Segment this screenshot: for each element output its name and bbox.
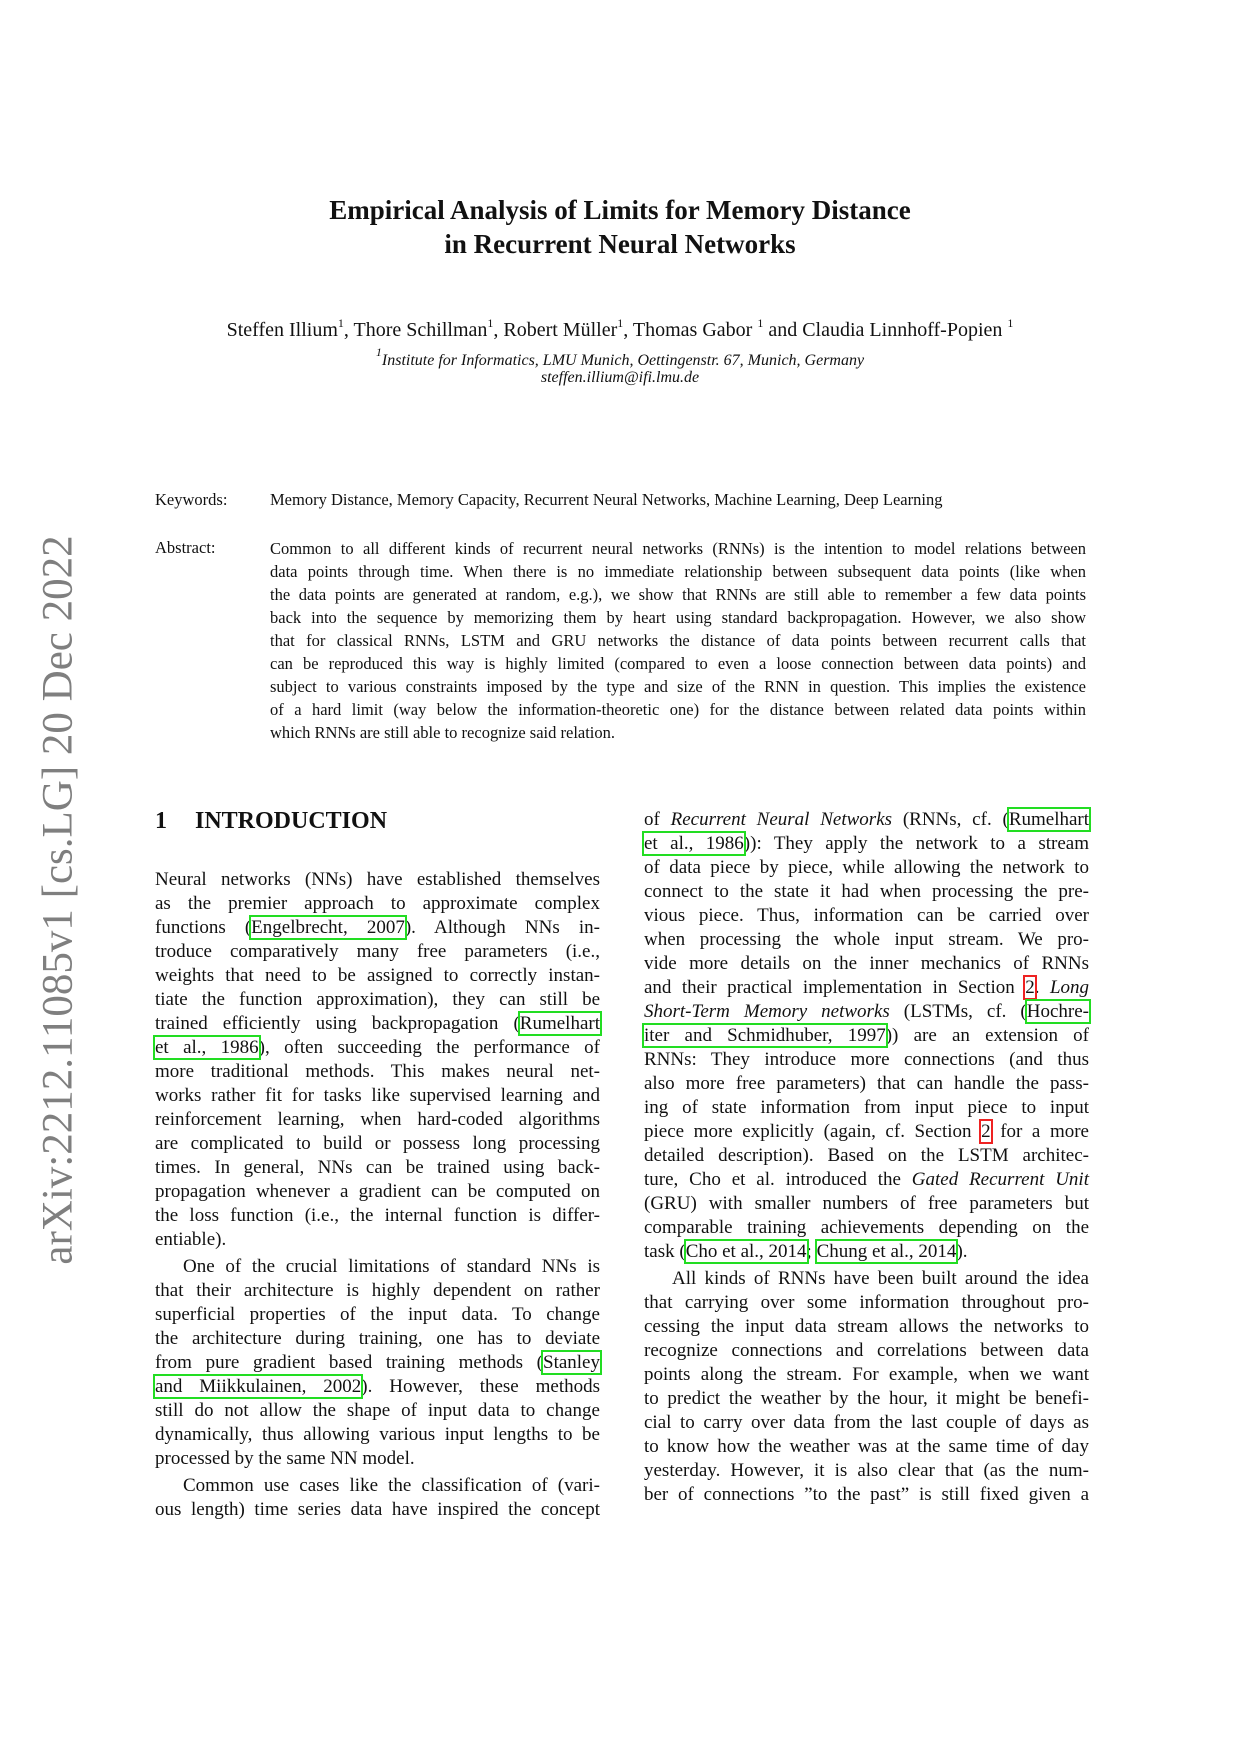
text-segment: ). Although NNs in-	[404, 917, 600, 938]
text-segment: to know how the weather was at the same time of day	[644, 1436, 1089, 1457]
body-text-line	[644, 1387, 1089, 1411]
text-segment: entiable).	[155, 1229, 227, 1250]
body-text-line	[155, 1255, 600, 1279]
text-segment: the architecture during training, one has to deviate	[155, 1328, 600, 1349]
body-text-line	[155, 1204, 600, 1228]
text-segment: weights that need to be assigned to correctly instan-	[155, 965, 600, 986]
text-segment: ).	[956, 1241, 968, 1262]
body-text-line	[644, 1459, 1089, 1483]
body-text-line	[155, 1108, 600, 1132]
author-name: Thore Schillman	[353, 319, 488, 341]
text-segment: that their architecture is highly dependent on rather	[155, 1280, 600, 1301]
author-name: Robert Müller	[503, 319, 618, 341]
author-separator: ,	[343, 319, 354, 341]
body-text-line	[155, 1156, 600, 1180]
text-segment: times. In general, NNs can be trained using back-	[155, 1157, 600, 1178]
emphasized-term: Long	[1049, 977, 1090, 998]
text-segment: Neural networks (NNs) have established themselves	[155, 869, 600, 890]
paper-title-line-2: in Recurrent Neural Networks	[444, 229, 796, 259]
body-text-line	[644, 952, 1089, 976]
text-segment: )): They apply the network to a stream	[743, 833, 1089, 854]
text-segment: works rather fit for tasks like supervised learning and	[155, 1085, 600, 1106]
body-text-line	[644, 1291, 1089, 1315]
text-segment: trained efficiently using backpropagation (	[155, 1013, 520, 1034]
text-segment: processed by the same NN model.	[155, 1448, 415, 1469]
body-text-line	[644, 904, 1089, 928]
author-separator: and	[763, 319, 803, 341]
body-text-line	[644, 1435, 1089, 1459]
abstract-line: that for classical RNNs, LSTM and GRU networks the distance of data points between recurrent calls that	[270, 631, 1086, 650]
section-title: INTRODUCTION	[195, 808, 388, 834]
text-segment: ), often succeeding the performance of	[258, 1037, 600, 1058]
author-affiliation-mark: 1	[487, 316, 494, 330]
body-text-line	[644, 1267, 1089, 1291]
text-segment: dynamically, thus allowing various input lengths to be	[155, 1424, 600, 1445]
text-segment: comparable training achievements depending on the	[644, 1217, 1089, 1238]
paper-title-line-1: Empirical Analysis of Limits for Memory Distance	[329, 195, 911, 225]
citation-link[interactable]: et al., 1986	[155, 1037, 259, 1058]
author-name: Steffen Illium	[226, 319, 338, 341]
contact-email: steffen.illium@ifi.lmu.de	[540, 369, 700, 386]
text-segment: cial to carry over data from the last couple of days as	[644, 1412, 1089, 1433]
body-text-line	[644, 976, 1089, 1000]
author-affiliation-mark: 1	[617, 316, 624, 330]
text-segment: also more free parameters) that can handle the pass-	[644, 1073, 1089, 1094]
body-text-line	[644, 1120, 1089, 1144]
text-segment: recognize connections and correlations between data	[644, 1340, 1089, 1361]
body-text-line	[644, 832, 1089, 856]
author-separator: ,	[623, 319, 633, 341]
text-segment: troduce comparatively many free parameters (i.e.,	[155, 941, 600, 962]
keywords-label: Keywords:	[155, 490, 228, 509]
body-text-line	[155, 1084, 600, 1108]
citation-link[interactable]: Stanley	[543, 1352, 600, 1373]
body-text-line	[155, 1327, 600, 1351]
abstract-line: of a hard limit (way below the information-theoretic one) for the distance between related data points within	[270, 700, 1086, 719]
abstract-line: the data points are generated at random, e.g.), we show that RNNs are still able to remember a few data points	[270, 585, 1086, 604]
body-text-line	[155, 1132, 600, 1156]
body-text-line	[644, 1216, 1089, 1240]
body-text-line	[644, 1048, 1089, 1072]
abstract-line: data points through time. When there is no immediate relationship between subsequent data points (like when	[270, 562, 1086, 581]
text-segment: (GRU) with smaller numbers of free parameters but	[644, 1193, 1089, 1214]
body-text-line	[644, 1144, 1089, 1168]
body-text-line	[155, 1012, 600, 1036]
body-text-line	[644, 1096, 1089, 1120]
text-segment: cessing the input data stream allows the networks to	[644, 1316, 1089, 1337]
text-segment: ;	[806, 1241, 817, 1262]
text-segment: are complicated to build or possess long processing	[155, 1133, 600, 1154]
body-text-line	[644, 1411, 1089, 1435]
affiliation-mark: 1	[375, 345, 382, 359]
text-segment: yesterday. However, it is also clear that (as the num-	[644, 1460, 1089, 1481]
arxiv-stamp-text: arXiv:2212.11085v1 [cs.LG] 20 Dec 2022	[34, 535, 82, 1265]
citation-link[interactable]: et al., 1986	[644, 833, 744, 854]
text-segment: RNNs: They introduce more connections (and thus	[644, 1049, 1089, 1070]
text-segment: points along the stream. For example, when we want	[644, 1364, 1089, 1385]
section-number: 1	[155, 808, 167, 834]
text-segment: still do not allow the shape of input data to change	[155, 1400, 600, 1421]
body-text-line	[644, 1024, 1089, 1048]
section-heading-introduction	[155, 808, 387, 835]
emphasized-term: Recurrent Neural Networks	[670, 809, 893, 830]
text-segment: ). However, these methods	[361, 1376, 600, 1397]
affiliation	[0, 345, 1240, 370]
section-reference-link[interactable]: 2	[1025, 977, 1035, 998]
emphasized-term: Gated Recurrent Unit	[911, 1169, 1089, 1190]
citation-link[interactable]: Hochre-	[1026, 1001, 1089, 1022]
text-segment: from pure gradient based training methods (	[155, 1352, 543, 1373]
abstract-line: back into the sequence by memorizing them by heart using standard backpropagation. However, we also show	[270, 608, 1086, 627]
citation-link[interactable]: Cho et al., 2014	[685, 1241, 807, 1262]
text-segment: the loss function (i.e., the internal function is differ-	[155, 1205, 600, 1226]
body-text-line	[155, 1399, 600, 1423]
abstract-line: can be reproduced this way is highly limited (compared to even a loose connection between data points) and	[270, 654, 1086, 673]
text-segment: piece more explicitly (again, cf. Section	[644, 1121, 982, 1142]
keywords-text: Memory Distance, Memory Capacity, Recurrent Neural Networks, Machine Learning, Deep Learning	[270, 490, 943, 509]
text-segment: detailed description). Based on the LSTM architec-	[644, 1145, 1089, 1166]
author-affiliation-mark: 1	[337, 316, 344, 330]
author-separator: ,	[493, 319, 504, 341]
body-text-line	[644, 1483, 1089, 1507]
body-text-line	[155, 1228, 600, 1252]
text-segment: more traditional methods. This makes neural net-	[155, 1061, 600, 1082]
author-affiliation-mark: 1	[1007, 316, 1014, 330]
author-list	[0, 316, 1240, 342]
text-segment: of	[644, 809, 671, 830]
text-segment: superficial properties of the input data. To change	[155, 1304, 600, 1325]
text-segment: ing of state information from input piece to input	[644, 1097, 1089, 1118]
body-text-line	[155, 868, 600, 892]
citation-link[interactable]: Chung et al., 2014	[816, 1241, 957, 1262]
text-segment: propagation whenever a gradient can be computed on	[155, 1181, 600, 1202]
text-segment: for a more	[990, 1121, 1089, 1142]
citation-link[interactable]: Rumelhart	[1008, 809, 1090, 830]
body-text-line	[644, 1363, 1089, 1387]
body-text-line	[155, 1303, 600, 1327]
arxiv-identifier-stamp	[28, 535, 88, 1265]
abstract-line: subject to various constraints imposed by the type and size of the RNN in question. This implies the existence	[270, 677, 1086, 696]
body-text-line	[644, 1339, 1089, 1363]
text-segment: ture, Cho et al. introduced the	[644, 1169, 912, 1190]
text-segment: ous length) time series data have inspired the concept	[155, 1499, 600, 1520]
author-affiliation-mark: 1	[757, 316, 764, 330]
body-text-line	[155, 1036, 600, 1060]
text-segment: functions (	[155, 917, 252, 938]
body-text-line	[155, 892, 600, 916]
body-text-line	[155, 1474, 600, 1498]
text-segment: and their practical implementation in Section	[644, 977, 1026, 998]
body-text-line	[155, 1279, 600, 1303]
citation-link[interactable]: and Miikkulainen, 2002	[155, 1376, 362, 1397]
body-text-line	[644, 1240, 1089, 1264]
text-segment: connect to the state it had when processing the pre-	[644, 881, 1089, 902]
text-segment: .	[1034, 977, 1050, 998]
body-text-line	[644, 1072, 1089, 1096]
text-segment: to predict the weather by the hour, it might be benefi-	[644, 1388, 1089, 1409]
body-text-line	[155, 916, 600, 940]
text-segment: task (	[644, 1241, 686, 1262]
text-segment: when processing the whole input stream. We pro-	[644, 929, 1089, 950]
body-text-line	[644, 1000, 1089, 1024]
text-segment: One of the crucial limitations of standard NNs is	[183, 1256, 600, 1277]
body-text-line	[155, 1498, 600, 1522]
body-text-line	[644, 808, 1089, 832]
citation-link[interactable]: Rumelhart	[519, 1013, 600, 1034]
text-segment: Common use cases like the classification of (vari-	[183, 1475, 600, 1496]
author-name: Thomas Gabor	[632, 319, 753, 341]
text-segment: vide more details on the inner mechanics of RNNs	[644, 953, 1089, 974]
body-text-line	[155, 1447, 600, 1471]
text-segment: vious piece. Thus, information can be carried over	[644, 905, 1089, 926]
body-text-line	[155, 940, 600, 964]
text-segment: )) are an extension of	[885, 1025, 1089, 1046]
emphasized-term: Short-Term Memory networks	[644, 1001, 890, 1022]
text-segment: that carrying over some information throughout pro-	[644, 1292, 1089, 1313]
body-text-line	[155, 1351, 600, 1375]
body-text-line	[644, 880, 1089, 904]
abstract-label: Abstract:	[155, 538, 216, 557]
body-text-line	[155, 964, 600, 988]
citation-link[interactable]: Engelbrecht, 2007	[251, 917, 405, 938]
body-text-line	[155, 988, 600, 1012]
affiliation-text: Institute for Informatics, LMU Munich, Oettingenstr. 67, Munich, Germany	[381, 352, 865, 369]
section-reference-link[interactable]: 2	[981, 1121, 991, 1142]
body-text-line	[155, 1423, 600, 1447]
abstract-line: which RNNs are still able to recognize said relation.	[270, 723, 616, 742]
body-text-line	[155, 1180, 600, 1204]
body-text-line	[644, 856, 1089, 880]
body-text-line	[644, 1315, 1089, 1339]
body-text-line	[644, 1192, 1089, 1216]
author-name: Claudia Linnhoff-Popien	[802, 319, 1003, 341]
text-segment: (LSTMs, cf. (	[889, 1001, 1027, 1022]
citation-link[interactable]: iter and Schmidhuber, 1997	[644, 1025, 886, 1046]
text-segment: All kinds of RNNs have been built around the idea	[672, 1268, 1089, 1289]
text-segment: tiate the function approximation), they can still be	[155, 989, 600, 1010]
text-segment: of data piece by piece, while allowing the network to	[644, 857, 1089, 878]
body-text-line	[644, 928, 1089, 952]
abstract-line: Common to all different kinds of recurrent neural networks (RNNs) is the intention to model relations between	[270, 539, 1086, 558]
text-segment: ber of connections ”to the past” is still fixed given a	[644, 1484, 1089, 1505]
text-segment: reinforcement learning, when hard-coded algorithms	[155, 1109, 600, 1130]
body-text-line	[155, 1060, 600, 1084]
body-text-line	[155, 1375, 600, 1399]
text-segment: (RNNs, cf. (	[892, 809, 1009, 830]
body-text-line	[644, 1168, 1089, 1192]
text-segment: as the premier approach to approximate complex	[155, 893, 600, 914]
